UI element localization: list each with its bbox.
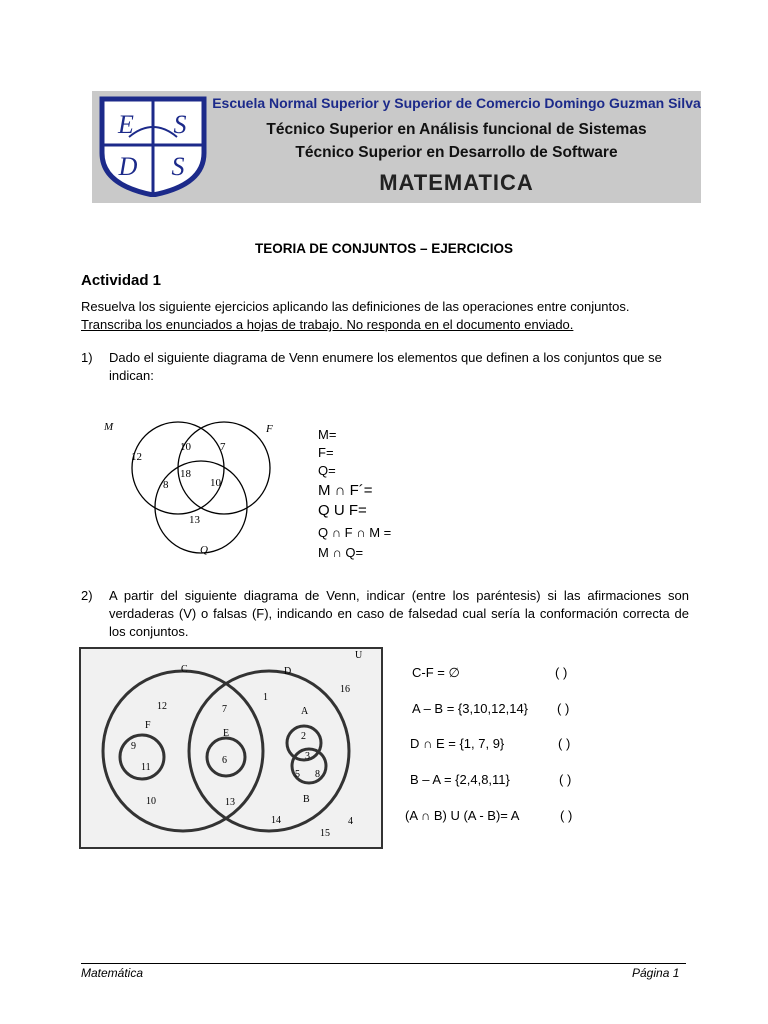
venn1-mf: 10: [180, 441, 191, 453]
school-name: Escuela Normal Superior y Superior de Comercio Domingo Guzman Silva: [212, 95, 701, 111]
q1-item: Q U F=: [318, 502, 367, 519]
venn2-value: 1: [263, 692, 268, 703]
venn2-value: 9: [131, 741, 136, 752]
activity-heading: Actividad 1: [81, 272, 162, 289]
q1-item: Q ∩ F ∩ M =: [318, 525, 392, 540]
venn2-label-f: F: [145, 720, 151, 731]
venn2-label-d: D: [284, 666, 292, 677]
venn1-m-only: 12: [131, 451, 142, 463]
venn2-label-u: U: [355, 650, 363, 661]
question-1-number: 1): [81, 350, 93, 365]
venn-diagram-1: [96, 410, 286, 560]
program-line-2: Técnico Superior en Desarrollo de Software: [295, 144, 618, 161]
venn1-mfq: 18: [180, 468, 191, 480]
question-1-items: [318, 425, 391, 563]
q2-statement: D ∩ E = {1, 7, 9}: [410, 736, 505, 751]
q2-answer-parens: ( ): [555, 665, 568, 680]
footer-subject: Matemática: [81, 966, 144, 980]
venn2-value: 15: [320, 828, 330, 839]
q1-item: F=: [318, 445, 334, 460]
venn2-value: 11: [141, 762, 151, 773]
venn2-value: 6: [222, 755, 227, 766]
venn2-value: 10: [146, 796, 156, 807]
venn2-value: 8: [315, 769, 320, 780]
venn2-value: 16: [340, 684, 350, 695]
venn2-value: 13: [225, 797, 235, 808]
venn2-value: 4: [348, 816, 353, 827]
q1-item: Q=: [318, 463, 336, 478]
q2-answer-parens: ( ): [558, 736, 571, 751]
venn2-value: 2: [301, 731, 306, 742]
intro-text: Resuelva los siguiente ejercicios aplicando las definiciones de las operaciones entre conjuntos.: [81, 299, 630, 314]
venn2-label-c: C: [181, 664, 188, 675]
venn1-q-only: 13: [189, 514, 200, 526]
venn1-label-m: M: [104, 421, 114, 433]
question-1-text: Dado el siguiente diagrama de Venn enumere los elementos que definen a los conjuntos que se indican:: [109, 350, 662, 383]
q2-answer-parens: ( ): [560, 808, 573, 823]
logo-letter-e: E: [118, 110, 134, 139]
intro-underlined: Transcriba los enunciados a hojas de trabajo. No responda en el documento enviado.: [81, 317, 574, 332]
venn2-label-b: B: [303, 794, 310, 805]
q2-answer-parens: ( ): [557, 701, 570, 716]
q1-item: M=: [318, 427, 337, 442]
q2-statement: C-F = ∅: [412, 665, 460, 680]
logo-letter-s2: S: [171, 152, 185, 181]
venn1-fq: 10: [210, 477, 221, 489]
venn2-value: 7: [222, 704, 227, 715]
school-logo: [94, 93, 212, 197]
header-banner: [92, 91, 701, 203]
logo-letter-s1: S: [173, 110, 187, 139]
q1-item: M ∩ Q=: [318, 545, 364, 560]
question-2-text: A partir del siguiente diagrama de Venn, indicar (entre los paréntesis) si las afirmaciones son verdaderas (V) o falsas (F), indicando en caso de falsedad cual sería la conformación correcta de los conjuntos.: [109, 588, 689, 639]
q2-answer-parens: ( ): [559, 772, 572, 787]
q2-statement: B – A = {2,4,8,11}: [410, 772, 510, 787]
venn1-f-only: 7: [220, 441, 226, 453]
venn2-value: 5: [295, 769, 300, 780]
footer-page-number: Página 1: [632, 966, 680, 980]
q2-statement: (A ∩ B) U (A - B)= A: [405, 808, 520, 823]
venn1-label-q: Q: [200, 544, 208, 556]
venn2-label-a: A: [301, 706, 309, 717]
logo-letter-d: D: [118, 152, 138, 181]
venn2-value: 3: [305, 751, 310, 762]
program-line-1: Técnico Superior en Análisis funcional de Sistemas: [266, 121, 647, 138]
venn2-value: 12: [157, 701, 167, 712]
venn1-mq: 8: [163, 479, 169, 491]
venn1-label-f: F: [266, 423, 273, 435]
venn2-value: 14: [271, 815, 281, 826]
question-2-number: 2): [81, 588, 93, 603]
q2-statement: A – B = {3,10,12,14}: [412, 701, 529, 716]
footer-divider: [81, 963, 686, 964]
venn-diagram-2: [79, 646, 385, 851]
q1-item: M ∩ F´=: [318, 482, 373, 499]
page-title: TEORIA DE CONJUNTOS – EJERCICIOS: [254, 241, 514, 256]
subject-title: MATEMATICA: [379, 170, 534, 195]
venn2-label-e: E: [223, 728, 230, 739]
